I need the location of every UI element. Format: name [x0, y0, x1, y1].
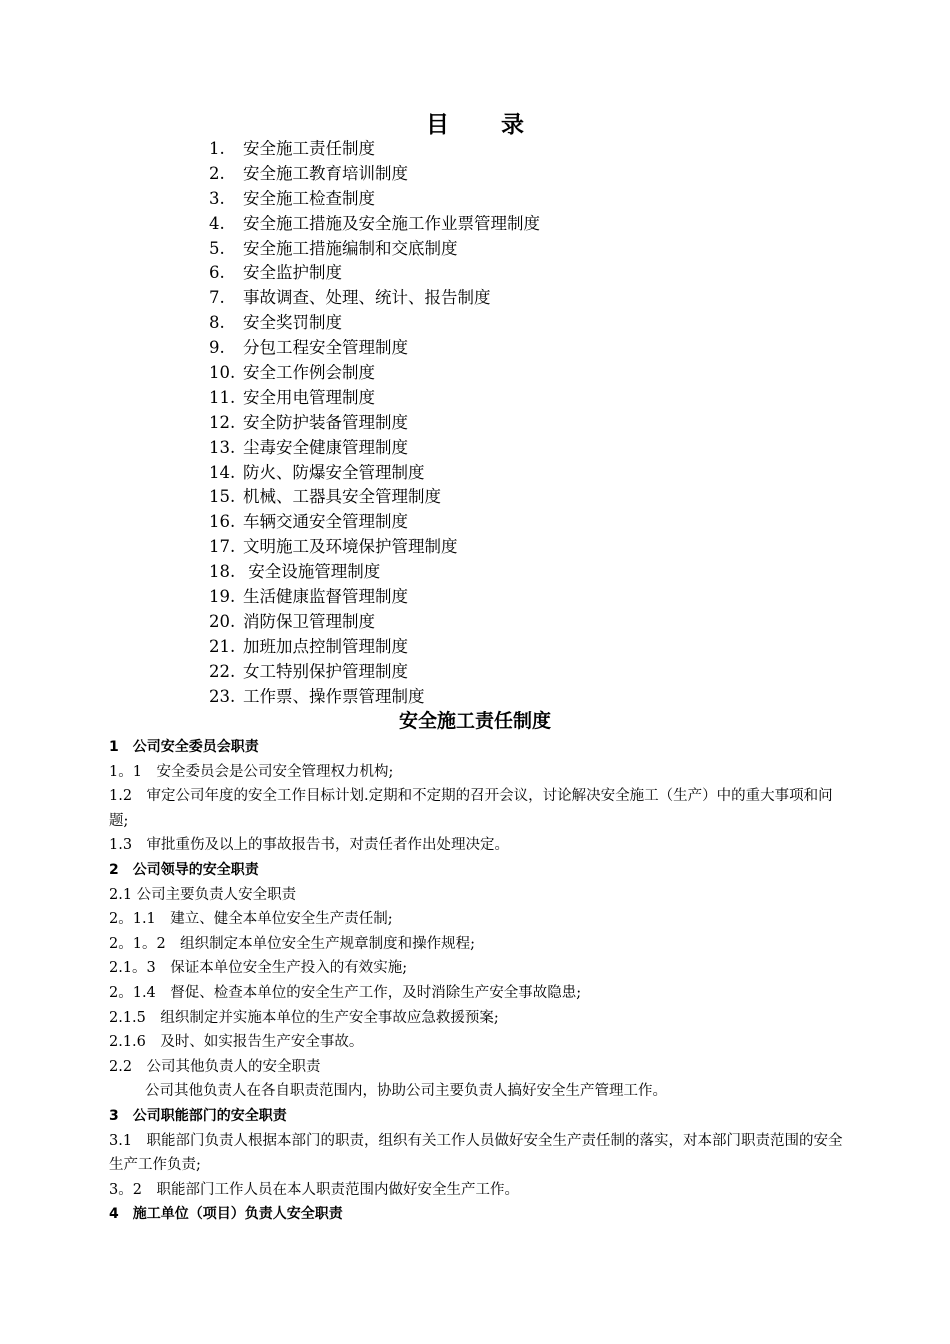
toc-item — [209, 336, 540, 361]
subsection-heading: 2 公司领导的安全职责 — [109, 861, 259, 878]
toc-item-text: 安全防护装备管理制度 — [243, 412, 408, 432]
toc-item — [209, 585, 540, 610]
section-title: 安全施工责任制度 — [398, 710, 551, 732]
toc-item — [209, 286, 540, 311]
toc-item-number: 1. — [209, 139, 225, 158]
toc-item — [209, 610, 540, 635]
toc-item-text: 安全工作例会制度 — [243, 363, 375, 383]
toc-item-text: 安全施工措施及安全施工作业票管理制度 — [243, 213, 540, 233]
toc-item — [209, 237, 540, 262]
toc-item — [209, 560, 540, 585]
toc-item — [209, 660, 540, 685]
toc-item — [209, 461, 540, 486]
toc-item-text: 加班加点控制管理制度 — [243, 636, 408, 656]
toc-item — [209, 510, 540, 535]
paragraph: 2。1.4 督促、检查本单位的安全生产工作，及时消除生产安全事故隐患; — [109, 984, 582, 1001]
toc-item-text: 尘毒安全健康管理制度 — [243, 437, 408, 457]
toc-item-text: 安全施工责任制度 — [243, 139, 375, 158]
toc-item-number: 19. — [209, 587, 236, 607]
toc-item — [209, 635, 540, 660]
toc-item-number: 5. — [209, 238, 225, 258]
toc-item-text: 分包工程安全管理制度 — [243, 338, 408, 358]
subsection-heading: 3 公司职能部门的安全职责 — [109, 1107, 287, 1124]
toc-item-text: 安全施工检查制度 — [243, 188, 375, 208]
toc-item-text: 女工特别保护管理制度 — [243, 661, 408, 681]
toc-item — [209, 187, 540, 212]
toc-item-text: 安全奖罚制度 — [243, 313, 342, 333]
toc-item — [209, 411, 540, 436]
toc-item — [209, 261, 540, 286]
toc-item — [209, 361, 540, 386]
paragraph: 2.1.5 组织制定并实施本单位的生产安全事故应急救援预案; — [109, 1009, 499, 1026]
toc-item-text: 生活健康监督管理制度 — [243, 587, 408, 607]
toc-item — [209, 485, 540, 510]
paragraph: 2.1。3 保证本单位安全生产投入的有效实施; — [109, 960, 408, 977]
section-body — [109, 735, 845, 1227]
paragraph: 1.2 审定公司年度的安全工作目标计划.定期和不定期的召开会议，讨论解决安全施工（生产）中的重大事项和问题; — [109, 788, 833, 829]
toc-item-number: 17. — [209, 537, 236, 557]
toc-item-number: 21. — [209, 636, 236, 656]
toc-item-text: 安全施工教育培训制度 — [243, 163, 408, 183]
toc-item-number: 18. — [209, 562, 236, 582]
toc-item-text: 文明施工及环境保护管理制度 — [243, 537, 458, 557]
toc-item-text: 车辆交通安全管理制度 — [243, 512, 408, 532]
subsection-heading: 4 施工单位（项目）负责人安全职责 — [109, 1206, 343, 1223]
toc-item-number: 13. — [209, 437, 236, 457]
paragraph: 3.1 职能部门负责人根据本部门的职责，组织有关工作人员做好安全生产责任制的落实，对本部门职责范围的安全生产工作负责; — [109, 1132, 843, 1174]
paragraph: 2.1.6 及时、如实报告生产安全事故。 — [109, 1034, 364, 1051]
toc-item-number: 8. — [209, 313, 225, 333]
toc-item-text: 防火、防爆安全管理制度 — [243, 462, 425, 482]
paragraph: 1.3 审批重伤及以上的事故报告书，对责任者作出处理决定。 — [109, 837, 510, 854]
toc-item — [209, 311, 540, 336]
toc-item — [209, 535, 540, 560]
paragraph: 2。1.1 建立、健全本单位安全生产责任制; — [109, 911, 393, 928]
toc-item-number: 12. — [209, 412, 236, 432]
subsection-heading: 1 公司安全委员会职责 — [109, 739, 259, 755]
toc-item-text: 机械、工器具安全管理制度 — [243, 487, 441, 507]
toc-item-text: 工作票、操作票管理制度 — [243, 686, 425, 706]
toc-item-number: 14. — [209, 462, 236, 482]
toc-item-number: 20. — [209, 611, 236, 631]
toc-item — [209, 162, 540, 187]
toc-item-number: 15. — [209, 487, 236, 507]
toc-item-number: 7. — [209, 288, 225, 308]
toc-item-text: 安全监护制度 — [243, 263, 342, 283]
toc-item-number: 3. — [209, 188, 225, 208]
paragraph: 1。1 安全委员会是公司安全管理权力机构; — [109, 763, 394, 780]
paragraph: 2.1 公司主要负责人安全职责 — [109, 886, 297, 903]
paragraph: 公司其他负责人在各自职责范围内，协助公司主要负责人搞好安全生产管理工作。 — [145, 1083, 667, 1100]
toc-item — [209, 212, 540, 237]
toc-item-text: 安全设施管理制度 — [243, 562, 381, 582]
toc-item-number: 2. — [209, 163, 225, 183]
toc-item-number: 23. — [209, 686, 236, 706]
paragraph: 2.2 公司其他负责人的安全职责 — [109, 1058, 321, 1075]
paragraph: 2。1。2 组织制定本单位安全生产规章制度和操作规程; — [109, 935, 476, 952]
toc-item-number: 6. — [209, 263, 225, 283]
paragraph: 3。2 职能部门工作人员在本人职责范围内做好安全生产工作。 — [109, 1181, 519, 1198]
toc-item-text: 安全施工措施编制和交底制度 — [243, 238, 458, 258]
toc-item-text: 事故调查、处理、统计、报告制度 — [243, 288, 491, 308]
toc-item-number: 10. — [209, 363, 236, 383]
toc-item-text: 安全用电管理制度 — [243, 387, 375, 407]
toc-item — [209, 137, 540, 162]
toc-item-number: 9. — [209, 338, 225, 358]
toc-item — [209, 436, 540, 461]
toc-item-number: 4. — [209, 213, 225, 233]
toc-title: 目 录 — [425, 112, 546, 138]
toc-item — [209, 386, 540, 411]
toc-item-number: 11. — [209, 387, 236, 407]
toc-list — [209, 137, 540, 709]
toc-item-number: 16. — [209, 512, 236, 532]
toc-item-number: 22. — [209, 661, 236, 681]
toc-item-text: 消防保卫管理制度 — [243, 611, 375, 631]
